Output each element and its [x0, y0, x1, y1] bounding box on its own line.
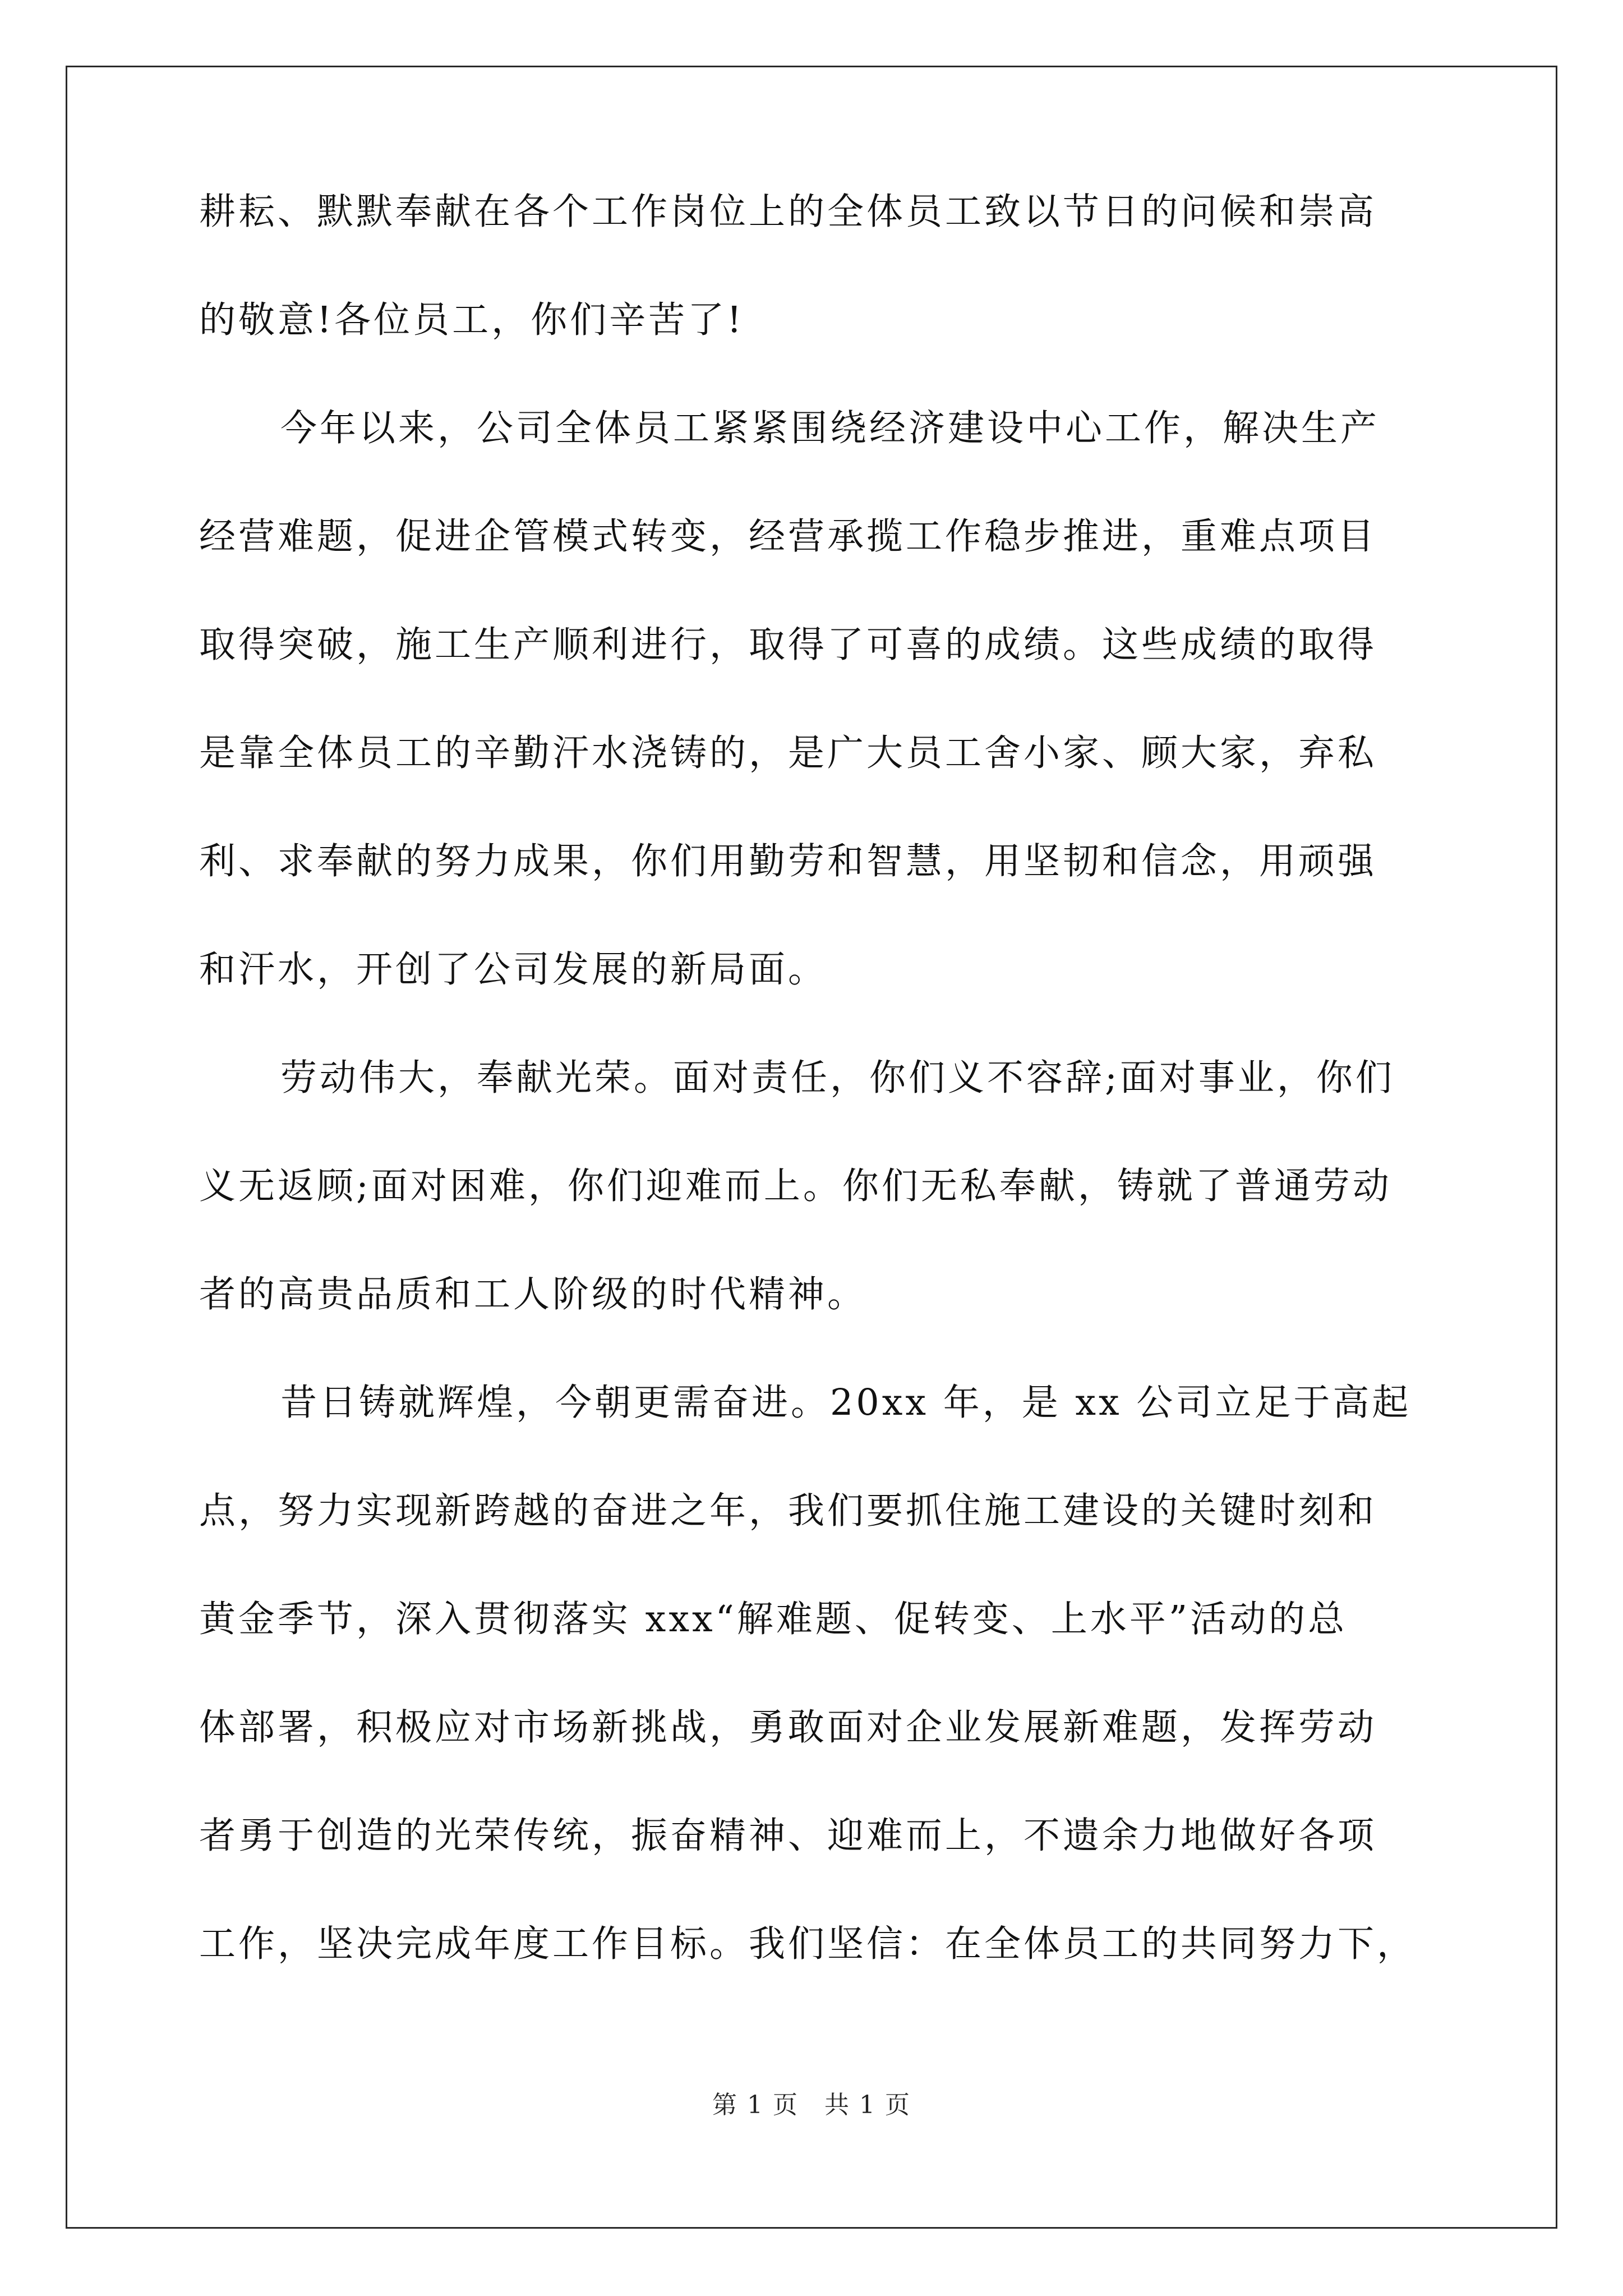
text-line: 者的高贵品质和工人阶级的时代精神。 — [199, 1273, 867, 1315]
text-line: 是靠全体员工的辛勤汗水浇铸的，是广大员工舍小家、顾大家，弃私 — [199, 732, 1377, 774]
page-border — [66, 66, 1557, 2229]
text-line: 和汗水，开创了公司发展的新局面。 — [199, 949, 828, 991]
text-line: 黄金季节，深入贯彻落实 xxx“解难题、促转变、上水平”活动的总 — [199, 1598, 1348, 1640]
paragraph-first-line: 劳动伟大，奉献光荣。面对责任，你们义不容辞;面对事业，你们 — [280, 1057, 1395, 1099]
text-line: 利、求奉献的努力成果，你们用勤劳和智慧，用坚韧和信念，用顽强 — [199, 840, 1377, 882]
text-line: 工作，坚决完成年度工作目标。我们坚信：在全体员工的共同努力下， — [199, 1923, 1417, 1965]
text-line: 经营难题，促进企管模式转变，经营承揽工作稳步推进，重难点项目 — [199, 516, 1377, 558]
text-line: 义无返顾;面对困难，你们迎难而上。你们无私奉献，铸就了普通劳动 — [199, 1165, 1392, 1207]
paragraph-first-line: 今年以来，公司全体员工紧紧围绕经济建设中心工作，解决生产 — [280, 407, 1380, 449]
paragraph-first-line: 昔日铸就辉煌，今朝更需奋进。20xx 年，是 xx 公司立足于高起 — [280, 1382, 1412, 1424]
text-line: 取得突破，施工生产顺利进行，取得了可喜的成绩。这些成绩的取得 — [199, 624, 1377, 666]
page-number-footer: 第 1 页 共 1 页 — [712, 2091, 911, 2119]
text-line: 体部署，积极应对市场新挑战，勇敢面对企业发展新难题，发挥劳动 — [199, 1706, 1377, 1749]
text-line: 耕耘、默默奉献在各个工作岗位上的全体员工致以节日的问候和崇高 — [199, 191, 1377, 233]
text-line: 者勇于创造的光荣传统，振奋精神、迎难而上，不遗余力地做好各项 — [199, 1815, 1377, 1857]
text-line: 点，努力实现新跨越的奋进之年，我们要抓住施工建设的关键时刻和 — [199, 1490, 1377, 1532]
text-line: 的敬意!各位员工，你们辛苦了! — [199, 299, 745, 341]
